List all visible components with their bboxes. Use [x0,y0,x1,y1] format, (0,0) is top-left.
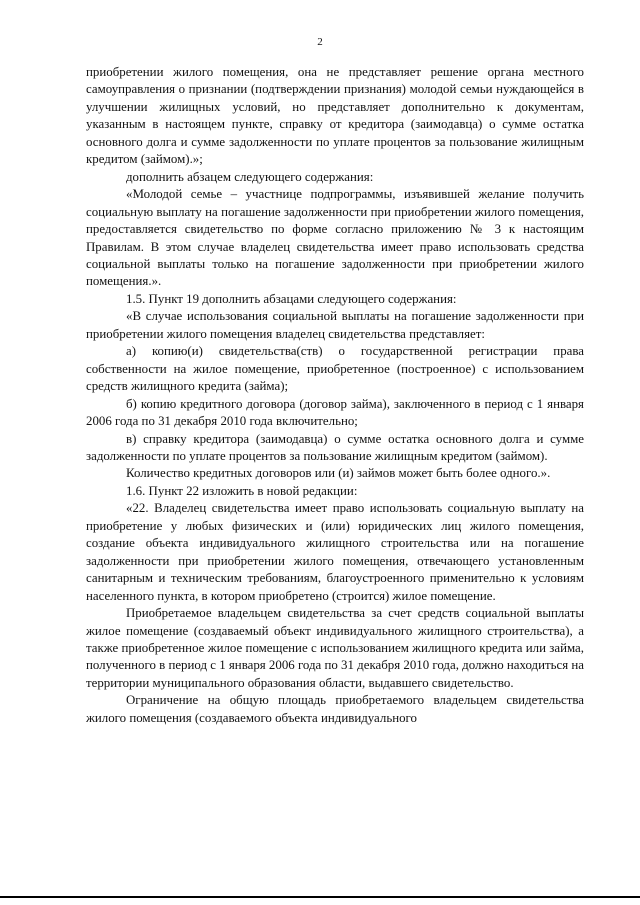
page-bottom-edge [0,896,640,898]
paragraph: б) копию кредитного договора (договор займа), заключенного в период с 1 января 2006 года по 31 декабря 2010 года включительно; [86,396,584,429]
paragraph: в) справку кредитора (заимодавца) о сумме остатка основного долга и сумме задолженности по уплате процентов за пользование жилищным кредитом (займом). [86,431,584,463]
paragraph: «В случае использования социальной выплаты на погашение задолженности при приобретении жилого помещения владелец свидетельства представляет: [86,309,584,341]
page-number: 2 [317,36,323,48]
document-body [86,64,584,727]
paragraph: дополнить абзацем следующего содержания: [126,169,374,184]
paragraph: Приобретаемое владельцем свидетельства за счет средств социальной выплаты жилое помещение (создаваемый объект индивидуального жилищного строительства), а также приобретенное жилое помещение с использованием жилищного кредита или займа, полученного в период с 1 января 2006 года по 31 декабря 2010 года, должно находиться на территории муниципального образования области, выдавшего свидетельство. [86,606,585,690]
paragraph: 1.5. Пункт 19 дополнить абзацами следующего содержания: [126,291,457,306]
paragraph: а) копию(и) свидетельства(ств) о государственной регистрации права собственности на жилое помещение, приобретенное (построенное) с использованием средств жилищного кредита (займа); [86,344,584,394]
paragraph: Количество кредитных договоров или (и) займов может быть более одного.». [126,466,551,481]
paragraph: 1.6. Пункт 22 изложить в новой редакции: [126,483,358,498]
paragraph: «Молодой семье – участнице подпрограммы, изъявившей желание получить социальную выплату на погашение задолженности при приобретении жилого помещения, предоставляется свидетельство по форме согласно приложению № 3 к настоящим Правилам. В этом случае владелец свидетельства имеет право использовать средства социальной выплаты только на погашение задолженности при приобретении жилого помещения.». [86,187,584,289]
paragraph: приобретении жилого помещения, она не представляет решение органа местного самоуправления о признании (подтверждении признания) молодой семьи нуждающейся в улучшении жилищных условий, но представляет дополнительно к документам, указанным в настоящем пункте, справку от кредитора (заимодавца) о сумме остатка основного долга и сумме задолженности по уплате процентов за пользование жилищным кредитом (займом).»; [86,65,584,167]
paragraph: «22. Владелец свидетельства имеет право использовать социальную выплату на приобретение у любых физических и (или) юридических лиц жилого помещения, создание объекта индивидуального жилищного строительства или на погашение задолженности при приобретении жилого помещения, отвечающего установленным санитарным и техническим требованиям, благоустроенного применительно к условиям населенного пункта, в котором приобретено (строится) жилое помещение. [86,501,584,603]
paragraph: Ограничение на общую площадь приобретаемого владельцем свидетельства жилого помещения (создаваемого объекта индивидуального [86,693,584,725]
